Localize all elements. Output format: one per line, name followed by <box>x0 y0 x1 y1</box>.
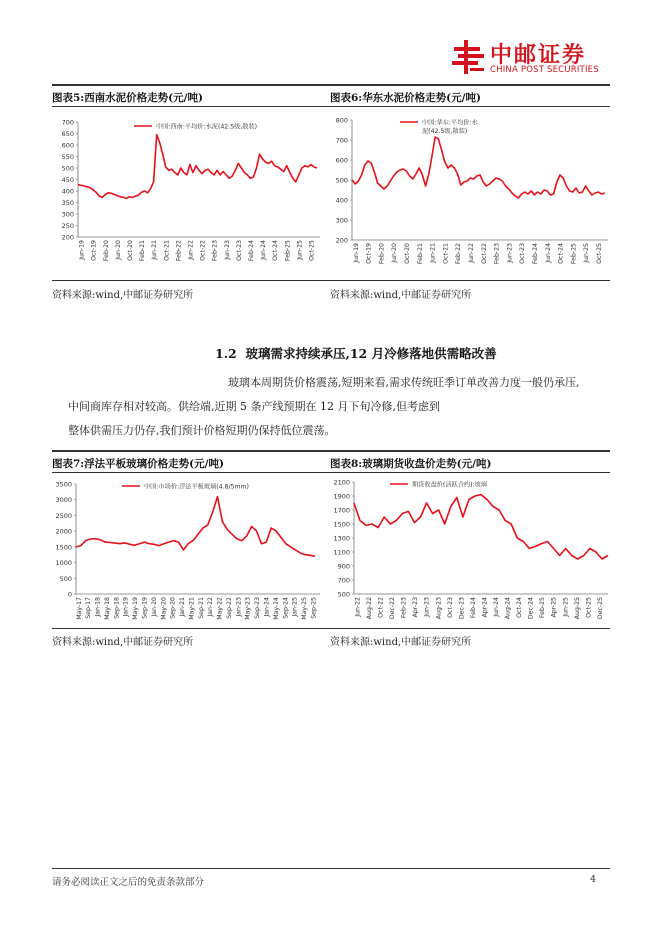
y-tick-label: 350 <box>61 199 74 207</box>
x-tick-label: Jan-23 <box>235 597 243 617</box>
chart-float-glass <box>52 476 324 626</box>
x-tick-label: Feb-20 <box>378 243 386 265</box>
y-tick-label: 3000 <box>55 496 72 505</box>
x-tick-label: Sep-18 <box>113 597 121 619</box>
x-tick-label: Jun-22 <box>354 597 362 617</box>
y-tick-label: 2100 <box>333 478 350 487</box>
y-tick-label: 900 <box>337 562 350 571</box>
x-tick-label: Jun-23 <box>506 243 514 263</box>
x-tick-label: Jan-20 <box>150 597 158 617</box>
x-tick-label: Sep-24 <box>282 597 290 619</box>
legend-label: 中国:市场价:浮法平板玻璃(4.8/5mm) <box>144 483 249 491</box>
x-tick-label: Jan-19 <box>122 597 130 617</box>
section-paragraph <box>60 371 605 443</box>
x-tick-label: Oct-24 <box>557 243 565 264</box>
x-tick-label: Jun-19 <box>78 240 86 260</box>
y-tick-label: 200 <box>335 236 348 245</box>
x-tick-label: Aug-23 <box>435 597 443 620</box>
x-tick-label: Oct-19 <box>365 243 373 264</box>
y-tick-label: 1900 <box>333 492 350 501</box>
y-tick-label: 400 <box>61 187 74 196</box>
x-tick-label: Jun-22 <box>187 240 195 260</box>
x-tick-label: Oct-22 <box>377 597 385 618</box>
figure-6-heading: 图表6:华东水泥价格走势(元/吨) <box>330 92 481 104</box>
y-tick-label: 500 <box>337 590 350 599</box>
x-tick-label: May-25 <box>301 597 309 620</box>
x-tick-label: Jun-24 <box>493 597 501 617</box>
y-tick-label: 500 <box>335 176 348 185</box>
x-tick-label: May-20 <box>160 597 168 620</box>
legend-label: 泥(42.5级,散装) <box>422 128 468 135</box>
figure-head-rule <box>52 106 610 107</box>
y-tick-label: 1300 <box>333 534 350 543</box>
x-tick-label: May-21 <box>188 597 196 620</box>
x-tick-label: Jun-23 <box>423 597 431 617</box>
x-tick-label: Oct-22 <box>199 240 207 261</box>
y-tick-label: 600 <box>61 141 74 150</box>
x-tick-label: Jun-21 <box>151 240 159 260</box>
x-tick-label: Dec-23 <box>458 597 466 620</box>
x-tick-label: May-22 <box>216 597 224 620</box>
paragraph-line: 玻璃本周期货价格震荡,短期来看,需求传统旺季订单改善力度一般仍承压, <box>228 376 580 389</box>
series-line <box>352 137 605 198</box>
x-tick-label: Oct-20 <box>404 243 412 264</box>
x-tick-label: Feb-22 <box>455 243 463 265</box>
y-tick-label: 1500 <box>333 520 350 529</box>
y-tick-label: 2500 <box>55 511 72 520</box>
x-tick-label: Apr-25 <box>550 597 558 618</box>
x-tick-label: Feb-21 <box>416 243 424 265</box>
x-tick-label: Feb-24 <box>469 597 477 619</box>
x-tick-label: Apr-23 <box>412 597 420 618</box>
figure-row2-head-rule <box>52 472 610 473</box>
x-tick-label: Oct-25 <box>596 243 604 264</box>
x-tick-label: Oct-21 <box>442 243 450 264</box>
x-tick-label: Oct-19 <box>90 240 98 261</box>
x-tick-label: Oct-23 <box>446 597 454 618</box>
y-tick-label: 1500 <box>55 543 72 552</box>
x-tick-label: Jan-22 <box>207 597 215 617</box>
y-tick-label: 700 <box>335 136 348 145</box>
x-tick-label: Jun-24 <box>260 240 268 260</box>
x-tick-label: Jun-20 <box>391 243 399 263</box>
figure-7-source: 资料来源:wind,中邮证券研究所 <box>52 637 194 648</box>
y-tick-label: 300 <box>335 216 348 225</box>
x-tick-label: Sep-17 <box>85 597 93 619</box>
x-tick-label: Oct-24 <box>272 240 280 261</box>
x-tick-label: Jun-25 <box>583 243 591 263</box>
paragraph-line: 整体供需压力仍存,我们预计价格短期仍保持低位震荡。 <box>68 424 336 437</box>
x-tick-label: Jan-21 <box>179 597 187 617</box>
source-rule-2 <box>52 628 610 629</box>
page-number: 4 <box>590 874 597 885</box>
x-tick-label: Feb-25 <box>539 597 547 619</box>
chart-east-cement <box>330 112 610 277</box>
y-tick-label: 1000 <box>55 559 72 568</box>
x-tick-label: Jun-25 <box>562 597 570 617</box>
x-tick-label: May-17 <box>75 597 83 620</box>
figure-6-source: 资料来源:wind,中邮证券研究所 <box>330 290 472 301</box>
x-tick-label: Sep-21 <box>197 597 205 619</box>
y-tick-label: 400 <box>335 196 348 205</box>
y-tick-label: 450 <box>61 176 74 184</box>
figure-8-heading: 图表8:玻璃期货收盘价走势(元/吨) <box>330 458 492 470</box>
x-tick-label: Sep-23 <box>254 597 262 619</box>
x-tick-label: Jun-25 <box>296 240 304 260</box>
x-tick-label: Oct-23 <box>235 240 243 261</box>
y-tick-label: 600 <box>335 156 348 165</box>
legend-label: 中国:西南:平均价:水泥(42.5级,散装) <box>156 123 258 131</box>
x-tick-label: Feb-23 <box>493 243 501 265</box>
legend-label: 中国:华东:平均价:水 <box>422 119 478 127</box>
figure-5-heading: 图表5:西南水泥价格走势(元/吨) <box>52 92 203 104</box>
x-tick-label: May-24 <box>272 597 280 620</box>
legend-label: 期货收盘价(活跃合约):玻璃 <box>412 481 487 489</box>
x-tick-label: Oct-20 <box>127 240 135 261</box>
x-tick-label: Sep-20 <box>169 597 177 619</box>
series-line <box>76 497 315 557</box>
company-logo <box>450 40 610 76</box>
x-tick-label: Aug-22 <box>366 597 374 620</box>
x-tick-label: Jan-24 <box>263 597 271 617</box>
source-rule <box>52 280 610 281</box>
x-tick-label: Feb-23 <box>211 240 219 262</box>
x-tick-label: May-23 <box>244 597 252 620</box>
footer-disclaimer: 请务必阅读正文之后的免责条款部分 <box>52 877 205 888</box>
figure-5-source: 资料来源:wind,中邮证券研究所 <box>52 290 194 301</box>
x-tick-label: Jun-24 <box>544 243 552 263</box>
x-tick-label: Feb-24 <box>532 243 540 265</box>
x-tick-label: Sep-25 <box>310 597 318 619</box>
x-tick-label: Oct-21 <box>163 240 171 261</box>
x-tick-label: Jan-25 <box>291 597 299 617</box>
footer-rule <box>52 868 610 869</box>
y-tick-label: 1100 <box>333 548 350 557</box>
x-tick-label: Sep-22 <box>225 597 233 619</box>
x-tick-label: Jan-18 <box>94 597 102 617</box>
x-tick-label: Dec-25 <box>596 597 604 620</box>
y-tick-label: 700 <box>337 576 350 585</box>
figure-7-heading: 图表7:浮法平板玻璃价格走势(元/吨) <box>52 458 224 470</box>
x-tick-label: Oct-24 <box>516 597 524 618</box>
x-tick-label: Aug-24 <box>504 597 512 620</box>
y-tick-label: 700 <box>61 118 74 127</box>
y-tick-label: 200 <box>61 233 74 242</box>
y-tick-label: 3500 <box>55 480 72 489</box>
x-tick-label: Dec-22 <box>389 597 397 620</box>
y-tick-label: 500 <box>61 164 74 173</box>
x-tick-label: Sep-19 <box>141 597 149 619</box>
paragraph-line: 中间商库存相对较高。供给端,近期 5 条产线预期在 12 月下旬冷修,但考虑到 <box>68 400 440 413</box>
x-tick-label: Feb-25 <box>284 240 292 262</box>
y-tick-label: 250 <box>61 222 74 230</box>
y-tick-label: 500 <box>59 574 72 583</box>
y-tick-label: 0 <box>67 590 72 599</box>
x-tick-label: Jun-21 <box>429 243 437 263</box>
x-tick-label: Feb-21 <box>139 240 147 262</box>
x-tick-label: May-19 <box>132 597 140 620</box>
top-rule <box>52 84 610 86</box>
x-tick-label: Dec-24 <box>527 597 535 620</box>
y-tick-label: 650 <box>61 130 74 138</box>
x-tick-label: Jun-20 <box>114 240 122 260</box>
series-line <box>354 495 608 559</box>
x-tick-label: Oct-25 <box>585 597 593 618</box>
company-name-en: CHINA POST SECURITIES <box>490 65 599 75</box>
y-tick-label: 1700 <box>333 506 350 515</box>
x-tick-label: Feb-23 <box>400 597 408 619</box>
x-tick-label: Oct-25 <box>308 240 316 261</box>
figure-8-source: 资料来源:wind,中邮证券研究所 <box>330 637 472 648</box>
x-tick-label: Feb-25 <box>570 243 578 265</box>
y-tick-label: 300 <box>61 210 74 219</box>
series-line <box>78 135 317 199</box>
chart-southwest-cement <box>52 112 324 277</box>
chart-glass-futures <box>330 476 610 626</box>
x-tick-label: Feb-22 <box>175 240 183 262</box>
logo-mark-icon <box>450 40 486 74</box>
company-name-cn: 中邮证券 <box>490 43 587 68</box>
y-tick-label: 2000 <box>55 527 72 536</box>
x-tick-label: Aug-25 <box>573 597 581 620</box>
x-tick-label: Oct-22 <box>480 243 488 264</box>
x-tick-label: Jun-19 <box>352 243 360 263</box>
y-tick-label: 800 <box>335 116 348 125</box>
x-tick-label: Feb-20 <box>102 240 110 262</box>
figure-row2-top-rule <box>52 450 610 452</box>
x-tick-label: Jun-22 <box>468 243 476 263</box>
y-tick-label: 550 <box>61 153 74 161</box>
x-tick-label: Oct-23 <box>519 243 527 264</box>
x-tick-label: Apr-24 <box>481 597 489 618</box>
section-heading: 1.2 玻璃需求持续承压,12 月冷修落地供需略改善 <box>215 346 497 361</box>
x-tick-label: Feb-24 <box>248 240 256 262</box>
x-tick-label: May-18 <box>103 597 111 620</box>
x-tick-label: Jun-23 <box>223 240 231 260</box>
